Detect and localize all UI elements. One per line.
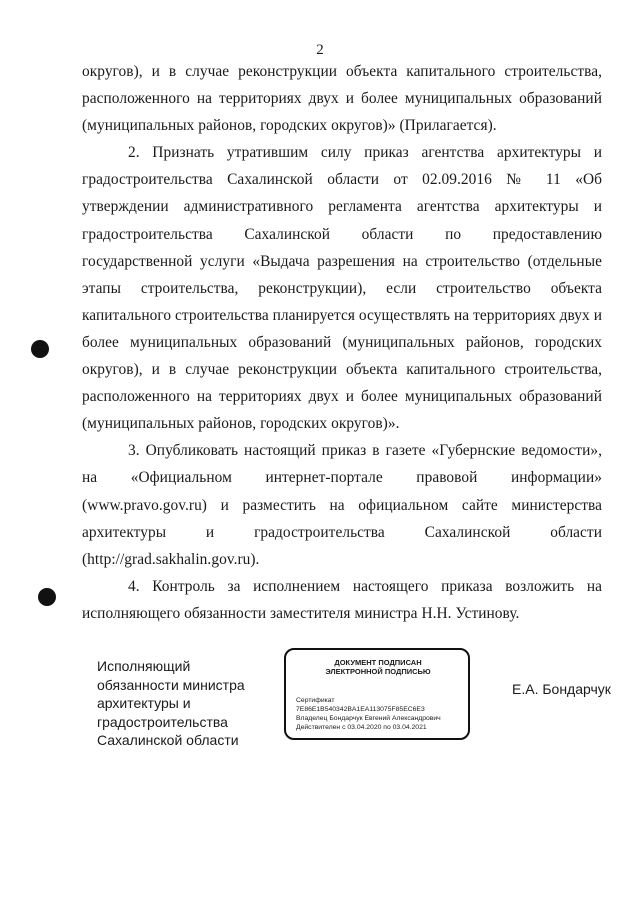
document-body xyxy=(82,58,602,627)
signatory-position-line: Сахалинской области xyxy=(97,732,239,748)
signatory-position-line: Исполняющий xyxy=(97,658,191,674)
stamp-title-line: ЭЛЕКТРОННОЙ ПОДПИСЬЮ xyxy=(325,667,431,676)
paragraph-item-3: 3. Опубликовать настоящий приказ в газете «Губернские ведомости», на «Официальном интернет-портале правовой информации» (www.pravo.gov.ru) и разместить на официальном сайте министерства архитектуры и градостроительства Сахалинской области (http://grad.sakhalin.gov.ru). xyxy=(82,442,602,568)
stamp-validity: Действителен с 03.04.2020 по 03.04.2021 xyxy=(296,724,427,731)
punch-hole-mark xyxy=(38,588,56,606)
paragraph-item-2: 2. Признать утратившим силу приказ агентства архитектуры и градостроительства Сахалинской области от 02.09.2016 № 11 «Об утверждении административного регламента агентства архитектуры и градостроительства Сахалинской области по предоставлению государственной услуги «Выдача разрешения на строительство (отдельные этапы строительства, реконструкции), если строительство объекта капитального строительства планируется осуществлять на территориях двух и более муниципальных образований (муниципальных районов, городских округов), и в случае реконструкции объекта капитального строительства, расположенного на территориях двух и более муниципальных образований (муниципальных районов, городских округов)». xyxy=(82,144,602,433)
signatory-position-line: градостроительства xyxy=(97,713,228,730)
electronic-signature-stamp xyxy=(284,648,470,740)
stamp-owner: Владелец Бондарчук Евгений Александрович xyxy=(296,715,441,722)
signatory-position-line: архитектуры и xyxy=(97,695,191,711)
punch-hole-mark xyxy=(31,340,49,358)
signatory-position-line: обязанности министра xyxy=(97,676,245,693)
page-number: 2 xyxy=(316,42,324,58)
paragraph-item-4: 4. Контроль за исполнением настоящего приказа возложить на исполняющего обязанности заместителя министра Н.Н. Устинову. xyxy=(82,577,602,622)
stamp-title-line: ДОКУМЕНТ ПОДПИСАН xyxy=(334,658,422,667)
stamp-certificate: Сертификат 7E86E1B540342BA1EA113075F85EC6E3 xyxy=(296,697,425,713)
paragraph-continuation: округов), и в случае реконструкции объекта капитального строительства, расположенного на территориях двух и более муниципальных образований (муниципальных районов, городских округов)» (Прилагается). xyxy=(82,63,602,135)
signatory-name: Е.А. Бондарчук xyxy=(512,681,611,697)
signatory-position xyxy=(97,657,277,750)
